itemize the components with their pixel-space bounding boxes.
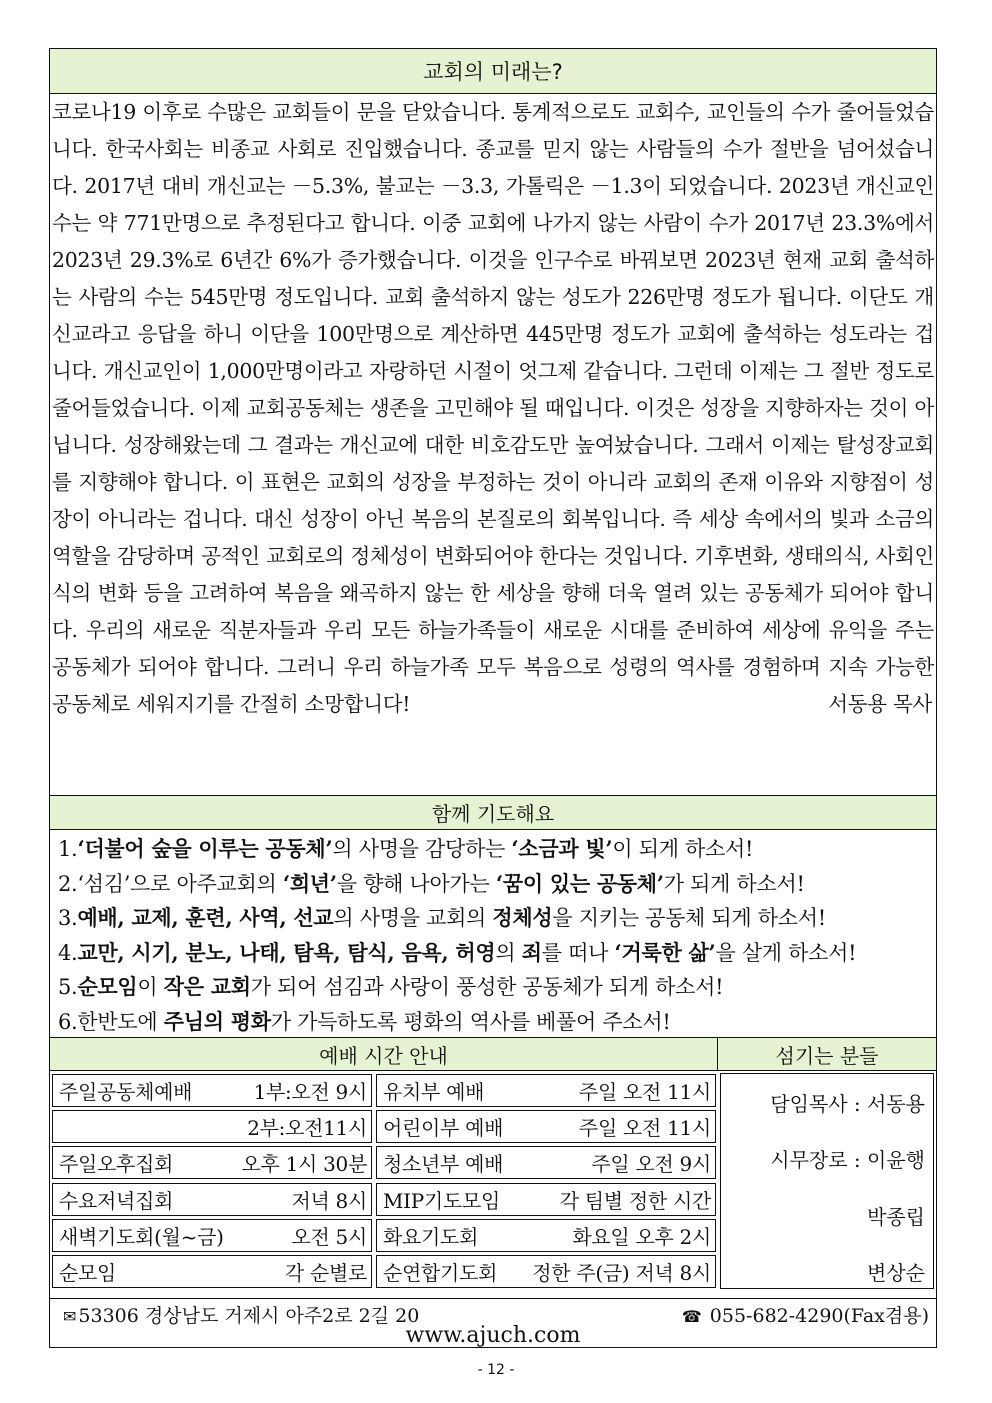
article-author: 서동용 목사 [828,692,932,716]
schedule-time: 주일 오전 11시 [578,1080,711,1104]
prayer-text: 의 [495,940,522,965]
schedule-name: 수요저녁집회 [59,1188,174,1213]
prayer-item [58,936,928,971]
prayer-item [58,832,928,867]
prayer-item [58,1005,928,1040]
prayer-text: 이 되게 하소서! [612,837,754,861]
prayer-emphasis: 작은 교회 [163,974,251,999]
page-frame [49,48,937,1348]
prayer-emphasis: 정체성 [492,905,553,930]
prayer-emphasis: ‘거룩한 삶’ [614,939,716,965]
schedule-row [52,1255,372,1288]
prayer-emphasis: 예배, 교제, 훈련, 사역, 선교 [77,905,334,930]
prayer-text: 이 [137,975,164,999]
schedule-title: 예배 시간 안내 [50,1038,718,1071]
info-section [50,1038,936,1292]
schedule-row [52,1183,372,1216]
schedule-time: 오후 1시 30분 [241,1152,367,1177]
schedule-row [376,1183,716,1216]
staff-line: 박종립 [867,1205,925,1229]
schedule-grid [52,1073,716,1291]
staff-title: 섬기는 분들 [718,1038,936,1071]
prayer-text: 1. [58,837,78,861]
prayer-text: 2.‘섬김’으로 아주교회의 [58,871,283,896]
prayer-emphasis: ‘더불어 숲을 이루는 공동체’ [77,836,333,861]
prayer-text: 3. [58,906,78,930]
schedule-row [52,1110,372,1143]
schedule-time: 각 순별로 [284,1261,367,1285]
prayer-text: 4. [58,940,78,965]
schedule-name: 순연합기도회 [383,1261,498,1285]
prayer-text: 가 되어 섬김과 사랑이 풍성한 공동체가 되게 하소서! [250,975,724,999]
prayer-emphasis: ‘꿈이 있는 공동체’ [495,870,664,896]
schedule-time: 화요일 오후 2시 [572,1224,711,1249]
staff-line: 시무장로 : 이윤행 [770,1148,925,1172]
staff-line: 변상순 [867,1261,925,1285]
prayer-text: 가 되게 하소서! [663,871,805,896]
schedule-row [52,1074,372,1107]
schedule-time: 1부:오전 9시 [253,1080,367,1104]
prayer-text: 의 사명을 교회의 [333,906,493,930]
phone-text: 055-682-4290(Fax겸용) [709,1305,929,1327]
mail-icon: ✉ [63,1307,77,1326]
schedule-name: 주일오후집회 [59,1152,174,1177]
prayer-item [58,867,928,902]
schedule-name: 화요기도회 [383,1224,479,1249]
footer [49,1298,937,1348]
schedule-name: 주일공동체예배 [59,1080,193,1104]
prayer-text: 을 향해 나아가는 [336,871,496,896]
prayer-text: 6.한반도에 [58,1009,164,1034]
article-text: 코로나19 이후로 수많은 교회들이 문을 닫았습니다. 통계적으로도 교회수, 교인들의 수가 줄어들었습니다. 한국사회는 비종교 사회로 진입했습니다. 종교를 믿지 않는 사람들의 수가 절반을 넘어섰습니다. 2017년 대비 개신교는 －5.3%, 불교는 －3.3, 가톨릭은 －1.3이 되었습니다. 2023년 개신교인 수는 약 771만명으로 추정된다고 합니다. 이중 교회에 나가지 않는 사람이 수가 2017년 23.3%에서 2023년 29.3%로 6년간 6%가 증가했습니다. 이것을 인구수로 바꿔보면 2023년 현재 교회 출석하는 사람의 수는 545만명 정도입니다. 교회 출석하지 않는 성도가 226만명 정도가 됩니다. 이단도 개신교라고 응답을 하니 이단을 100만명으로 계산하면 445만명 정도가 교회에 출석하는 성도라는 겁니다. 개신교인이 1,000만명이라고 자랑하던 시절이 엇그제 같습니다. 그런데 이제는 그 절반 정도로 줄어들었습니다. 이제 교회공동체는 생존을 고민해야 될 때입니다. 이것은 성장을 지향하자는 것이 아닙니다. 성장해왔는데 그 결과는 개신교에 대한 비호감도만 높여놨습니다. 그래서 이제는 탈성장교회를 지향해야 합니다. 이 표현은 교회의 성장을 부정하는 것이 아니라 교회의 존재 이유와 지향점이 성장이 아니라는 겁니다. 대신 성장이 아닌 복음의 본질로의 회복입니다. 즉 세상 속에서의 빛과 소금의 역할을 감당하며 공적인 교회로의 정체성이 변화되어야 한다는 것입니다. 기후변화, 생태의식, 사회인식의 변화 등을 고려하여 복음을 왜곡하지 않는 한 세상을 향해 더욱 열려 있는 공동체가 되어야 합니다. 우리의 새로운 직분자들과 우리 모든 하늘가족들이 새로운 시대를 준비하여 세상에 유익을 주는 공동체가 되어야 합니다. 그러니 우리 하늘가족 모두 복음으로 성령의 역사를 경험하며 지속 가능한 공동체로 세워지기를 간절히 소망합니다! [52,100,934,716]
schedule-time: 저녁 8시 [291,1188,367,1213]
prayer-text: 를 떠나 [541,940,615,965]
schedule-row [52,1219,372,1252]
schedule-row [376,1110,716,1143]
schedule-name: 청소년부 예배 [383,1152,504,1177]
schedule-time: 정한 주(금) 저녁 8시 [532,1261,711,1285]
staff-line: 담임목사 : 서동용 [770,1092,925,1116]
schedule-time: 오전 5시 [291,1224,367,1249]
staff-section [718,1038,936,1292]
prayer-text: 5. [58,975,78,999]
website-link[interactable]: www.ajuch.com [405,1323,581,1348]
prayer-emphasis: ‘희년’ [282,870,337,896]
schedule-row [52,1146,372,1179]
prayer-emphasis: ‘소금과 빛’ [511,836,613,861]
schedule-time: 주일 오전 11시 [578,1116,711,1141]
schedule-name: 유치부 예배 [383,1080,485,1104]
prayer-text: 을 살게 하소서! [715,940,857,965]
prayer-emphasis: 주님의 평화 [163,1008,271,1034]
prayer-emphasis: 순모임 [77,974,138,999]
prayer-text: 의 사명을 감당하는 [332,837,512,861]
schedule-section [50,1038,718,1292]
phone-icon: ☎ [681,1307,702,1326]
schedule-time: 주일 오전 9시 [591,1152,711,1177]
prayer-item [58,901,928,936]
schedule-time: 각 팀별 정한 시간 [559,1188,711,1213]
staff-box [720,1073,934,1289]
prayer-list [50,830,936,1038]
page-number: - 12 - [477,1362,515,1378]
schedule-row [376,1146,716,1179]
prayer-emphasis: 죄 [521,939,542,965]
prayer-item [58,970,928,1005]
prayer-text: 가 가득하도록 평화의 역사를 베풀어 주소서! [270,1009,671,1034]
schedule-name: MIP기도모임 [383,1188,501,1213]
schedule-name: 어린이부 예배 [383,1116,504,1141]
schedule-name: 순모임 [59,1261,117,1285]
article-body [50,94,936,796]
prayer-text: 을 지키는 공동체 되게 하소서! [552,906,826,930]
schedule-row [376,1219,716,1252]
schedule-name: 새벽기도회(월~금) [59,1224,224,1249]
prayer-title: 함께 기도해요 [50,796,936,830]
schedule-time: 2부:오전11시 [247,1116,367,1141]
article-title: 교회의 미래는? [50,49,936,94]
schedule-row [376,1074,716,1107]
prayer-emphasis: 교만, 시기, 분노, 나태, 탐욕, 탐식, 음욕, 허영 [77,939,496,965]
schedule-row [376,1255,716,1288]
address-text: 53306 경상남도 거제시 아주2로 2길 20 [78,1305,420,1327]
